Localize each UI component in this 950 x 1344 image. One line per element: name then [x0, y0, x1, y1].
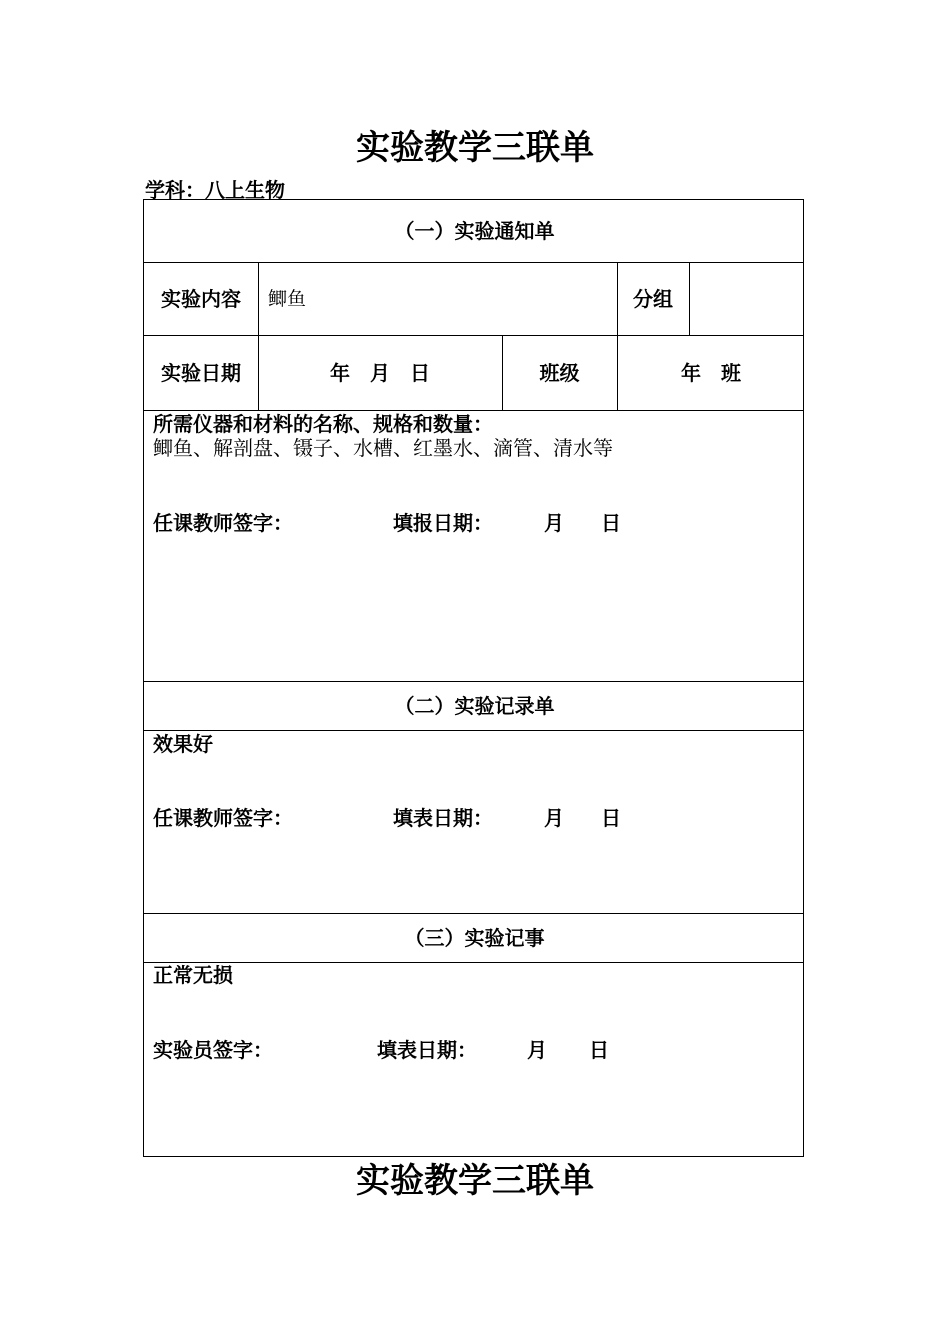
events-header: （三）实验记事 — [404, 926, 545, 950]
teacher-sign-label: 任课教师签字： — [153, 511, 293, 535]
month-label: 月 — [544, 511, 564, 535]
record-result: 效果好 — [153, 732, 213, 756]
row-divider — [144, 913, 803, 914]
notice-header: （一）实验通知单 — [394, 219, 555, 243]
fill-date-label: 填表日期： — [393, 806, 493, 830]
page-title: 实验教学三联单 — [356, 128, 594, 168]
staff-sign-label: 实验员签字： — [153, 1038, 273, 1062]
col-divider — [617, 262, 618, 410]
group-label: 分组 — [633, 287, 673, 311]
row-divider — [144, 681, 803, 682]
day-label: 日 — [601, 511, 621, 535]
content-value: 鲫鱼 — [268, 288, 307, 310]
day-label: 日 — [589, 1038, 609, 1062]
subject-label: 学科：八上生物 — [145, 178, 285, 202]
month-label: 月 — [544, 806, 564, 830]
day-label: 日 — [601, 806, 621, 830]
record-header: （二）实验记录单 — [394, 694, 555, 718]
date-label: 实验日期 — [161, 361, 241, 385]
date-value: 年 月 日 — [330, 361, 430, 385]
row-divider — [144, 335, 803, 336]
col-divider — [689, 262, 690, 335]
materials-value: 鲫鱼、解剖盘、镊子、水槽、红墨水、滴管、清水等 — [153, 436, 613, 460]
report-date-label: 填报日期： — [393, 511, 493, 535]
teacher-sign-label: 任课教师签字： — [153, 806, 293, 830]
events-note: 正常无损 — [153, 963, 233, 987]
row-divider — [144, 962, 803, 963]
fill-date-label: 填表日期： — [377, 1038, 477, 1062]
col-divider — [258, 262, 259, 410]
month-label: 月 — [527, 1038, 547, 1062]
class-value: 年 班 — [681, 361, 741, 385]
row-divider — [144, 730, 803, 731]
page-title-repeat: 实验教学三联单 — [356, 1161, 594, 1201]
form-table — [143, 199, 804, 1157]
row-divider — [144, 262, 803, 263]
content-label: 实验内容 — [161, 287, 241, 311]
materials-label: 所需仪器和材料的名称、规格和数量： — [153, 412, 493, 436]
class-label: 班级 — [539, 361, 580, 385]
